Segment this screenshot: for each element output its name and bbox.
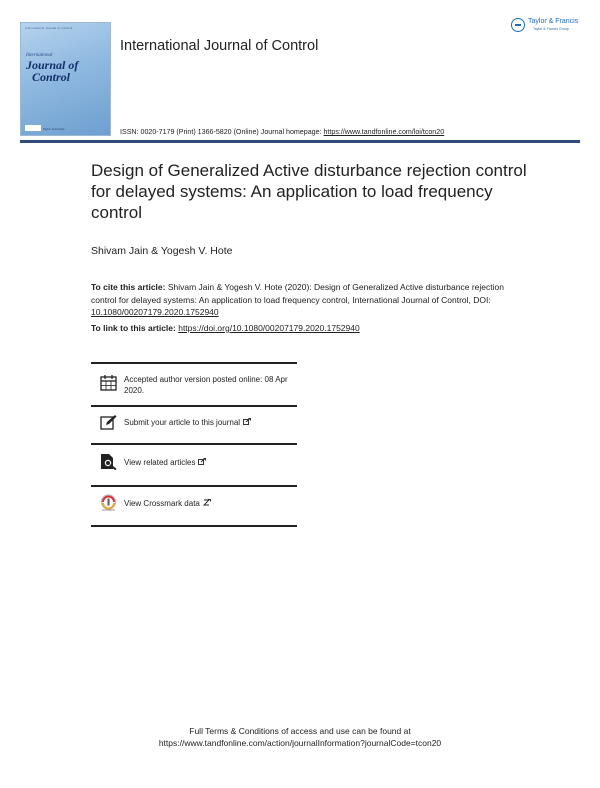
- citation-label: To cite this article:: [91, 282, 166, 292]
- crossmark-label[interactable]: [124, 498, 211, 509]
- footer: [0, 725, 600, 749]
- edit-icon: [100, 414, 117, 431]
- journal-cover-image: [20, 22, 111, 136]
- submit-article-text: Submit your article to this journal: [124, 418, 241, 427]
- related-articles-text: View related articles: [124, 458, 196, 467]
- calendar-icon: [100, 374, 117, 391]
- crossmark-icon: [100, 494, 117, 511]
- cover-title: [26, 53, 106, 83]
- crossmark-text: View Crossmark data: [124, 499, 200, 508]
- cover-badge-text: Taylor & Francis: [43, 127, 65, 131]
- submit-article-label[interactable]: [124, 417, 251, 428]
- publisher-logo-name: Taylor & Francis: [528, 18, 579, 25]
- cover-title-main: Journal of: [26, 58, 79, 72]
- article-link-label: To link to this article:: [91, 323, 179, 333]
- divider: [91, 405, 297, 407]
- journal-homepage-link[interactable]: https://www.tandfonline.com/loi/tcon20: [323, 128, 445, 136]
- external-link-icon: [243, 418, 251, 425]
- footer-terms-text: Full Terms & Conditions of access and use can be found at: [189, 726, 411, 736]
- header-rule: [20, 140, 580, 143]
- related-articles-label[interactable]: [124, 457, 206, 468]
- article-link-url[interactable]: https://doi.org/10.1080/00207179.2020.1752940: [178, 323, 360, 333]
- publisher-logo: [511, 18, 585, 40]
- document-search-icon: [100, 453, 117, 470]
- article-title: Design of Generalized Active disturbance rejection control for delayed systems: An application to load frequency control: [91, 161, 527, 222]
- cover-strip-text: International Journal of Control: [25, 26, 73, 30]
- publisher-logo-sub: Taylor & Francis Group: [533, 27, 569, 31]
- cover-title-sub: Control: [32, 70, 71, 84]
- divider: [91, 443, 297, 445]
- footer-terms-link[interactable]: https://www.tandfonline.com/action/journalInformation?journalCode=tcon20: [158, 738, 442, 748]
- publisher-logo-icon: [511, 18, 525, 32]
- divider: [91, 485, 297, 487]
- divider: [91, 362, 297, 364]
- citation-text: Shivam Jain & Yogesh V. Hote (2020): Design of Generalized Active disturbance rejection control for delayed systems: An application to load frequency control, International Journal of Control, DOI:: [91, 282, 504, 305]
- accepted-version-text: Accepted author version posted online: 08 Apr 2020.: [124, 375, 288, 395]
- issn-text: ISSN: 0020-7179 (Print) 1366-5820 (Online) Journal homepage:: [120, 128, 324, 136]
- journal-title: International Journal of Control: [120, 38, 319, 54]
- cover-title-pre: International: [26, 53, 53, 58]
- article-authors: Shivam Jain & Yogesh V. Hote: [91, 245, 233, 257]
- citation-block: [91, 281, 511, 319]
- issn-line: [120, 128, 444, 136]
- external-link-icon: [198, 458, 206, 465]
- divider: [91, 525, 297, 527]
- article-link-line: [91, 323, 360, 333]
- crossmark-external-icon: [203, 499, 211, 506]
- doi-link[interactable]: 10.1080/00207179.2020.1752940: [91, 307, 219, 317]
- cover-publisher-badge: [25, 125, 41, 131]
